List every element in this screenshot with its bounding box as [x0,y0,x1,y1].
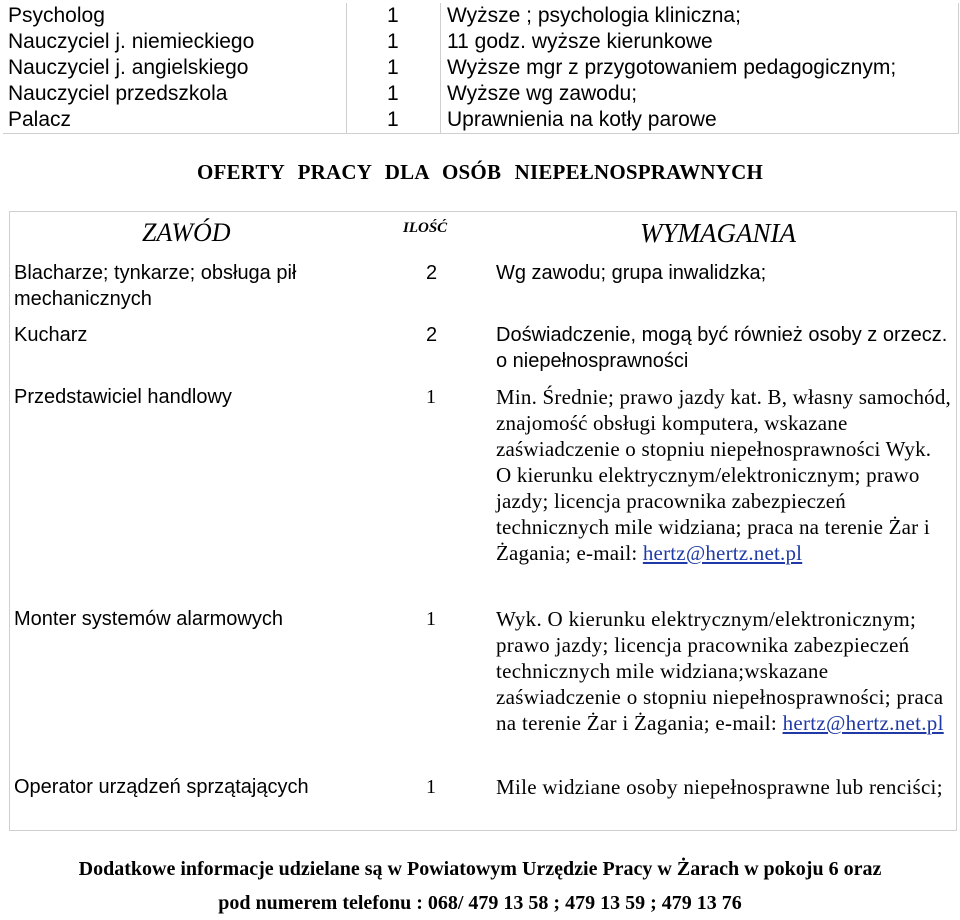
table-row [3,55,959,81]
job-cell: Nauczyciel przedszkola [3,81,347,107]
table-row [3,81,959,107]
offer-requirements-text: Wyk. O kierunku elektrycznym/elektronicznym; prawo jazdy; licencja pracownika zabezpieczeń technicznych mile widziana;wskazane zaświadczenie o stopniu niepełnosprawności; praca na terenie Żar i Żagania; e-mail: [496,607,944,735]
requirements-cell: Wyższe wg zawodu; [441,81,959,107]
footer-line-1: Dodatkowe informacje udzielane są w Powiatowym Urzędzie Pracy w Żarach w pokoju 6 oraz [78,858,882,880]
qty-cell: 1 [347,29,441,55]
qty-cell: 1 [347,3,441,29]
job-cell: Nauczyciel j. angielskiego [3,55,347,81]
requirements-cell: Wyższe mgr z przygotowaniem pedagogicznym; [441,55,959,81]
requirements-cell: Uprawnienia na kotły parowe [441,107,959,134]
offer-job: Blacharze; tynkarze; obsługa pił mechanicznych [14,262,297,310]
job-cell: Palacz [3,107,347,134]
qty-cell: 1 [347,55,441,81]
table-row [3,107,959,134]
offer-requirements: Wg zawodu; grupa inwalidzka; [496,262,767,284]
column-header-wymagania: WYMAGANIA [640,218,796,248]
offer-requirements-text: Min. Średnie; prawo jazdy kat. B, własny samochód, znajomość obsługi komputera, wskazane zaświadczenie o stopniu niepełnosprawności Wyk. O kierunku elektrycznym/elektronicznym; prawo jazdy; licencja pracownika zabezpieczeń technicznych mile widziana; praca na terenie Żar i Żagania; e-mail: [496,385,951,565]
offer-requirements: Doświadczenie, mogą być również osoby z orzecz. o niepełnosprawności [496,324,948,372]
top-jobs-table [3,3,959,134]
offer-requirements: Mile widziane osoby niepełnosprawne lub renciści; [496,775,943,799]
qty-cell: 1 [347,107,441,134]
offer-job: Przedstawiciel handlowy [14,386,232,408]
offers-heading: OFERTY PRACY DLA OSÓB NIEPEŁNOSPRAWNYCH [196,160,764,184]
offer-qty: 1 [426,776,436,798]
qty-cell: 1 [347,81,441,107]
footer-line-2: pod numerem telefonu : 068/ 479 13 58 ; 479 13 59 ; 479 13 76 [218,892,742,914]
requirements-cell: 11 godz. wyższe kierunkowe [441,29,959,55]
offer-requirements [496,384,951,566]
job-cell: Psycholog [3,3,347,29]
table-row [3,29,959,55]
offers-table [9,211,957,831]
offer-qty: 2 [426,262,438,284]
column-header-zawod: ZAWÓD [142,218,231,247]
requirements-cell: Wyższe ; psychologia kliniczna; [441,3,959,29]
offer-qty: 2 [426,324,438,346]
job-cell: Nauczyciel j. niemieckiego [3,29,347,55]
offer-qty: 1 [426,608,436,630]
email-link[interactable]: hertz@hertz.net.pl [782,711,944,735]
offer-qty: 1 [426,386,436,408]
offer-job: Operator urządzeń sprzątających [14,776,309,798]
footer-info [0,852,960,920]
offer-job: Kucharz [14,324,88,346]
column-header-ilosc: ILOŚĆ [403,220,448,236]
email-link[interactable]: hertz@hertz.net.pl [642,541,803,565]
table-row [3,3,959,29]
offer-job: Monter systemów alarmowych [14,608,283,630]
offer-requirements [496,606,951,736]
